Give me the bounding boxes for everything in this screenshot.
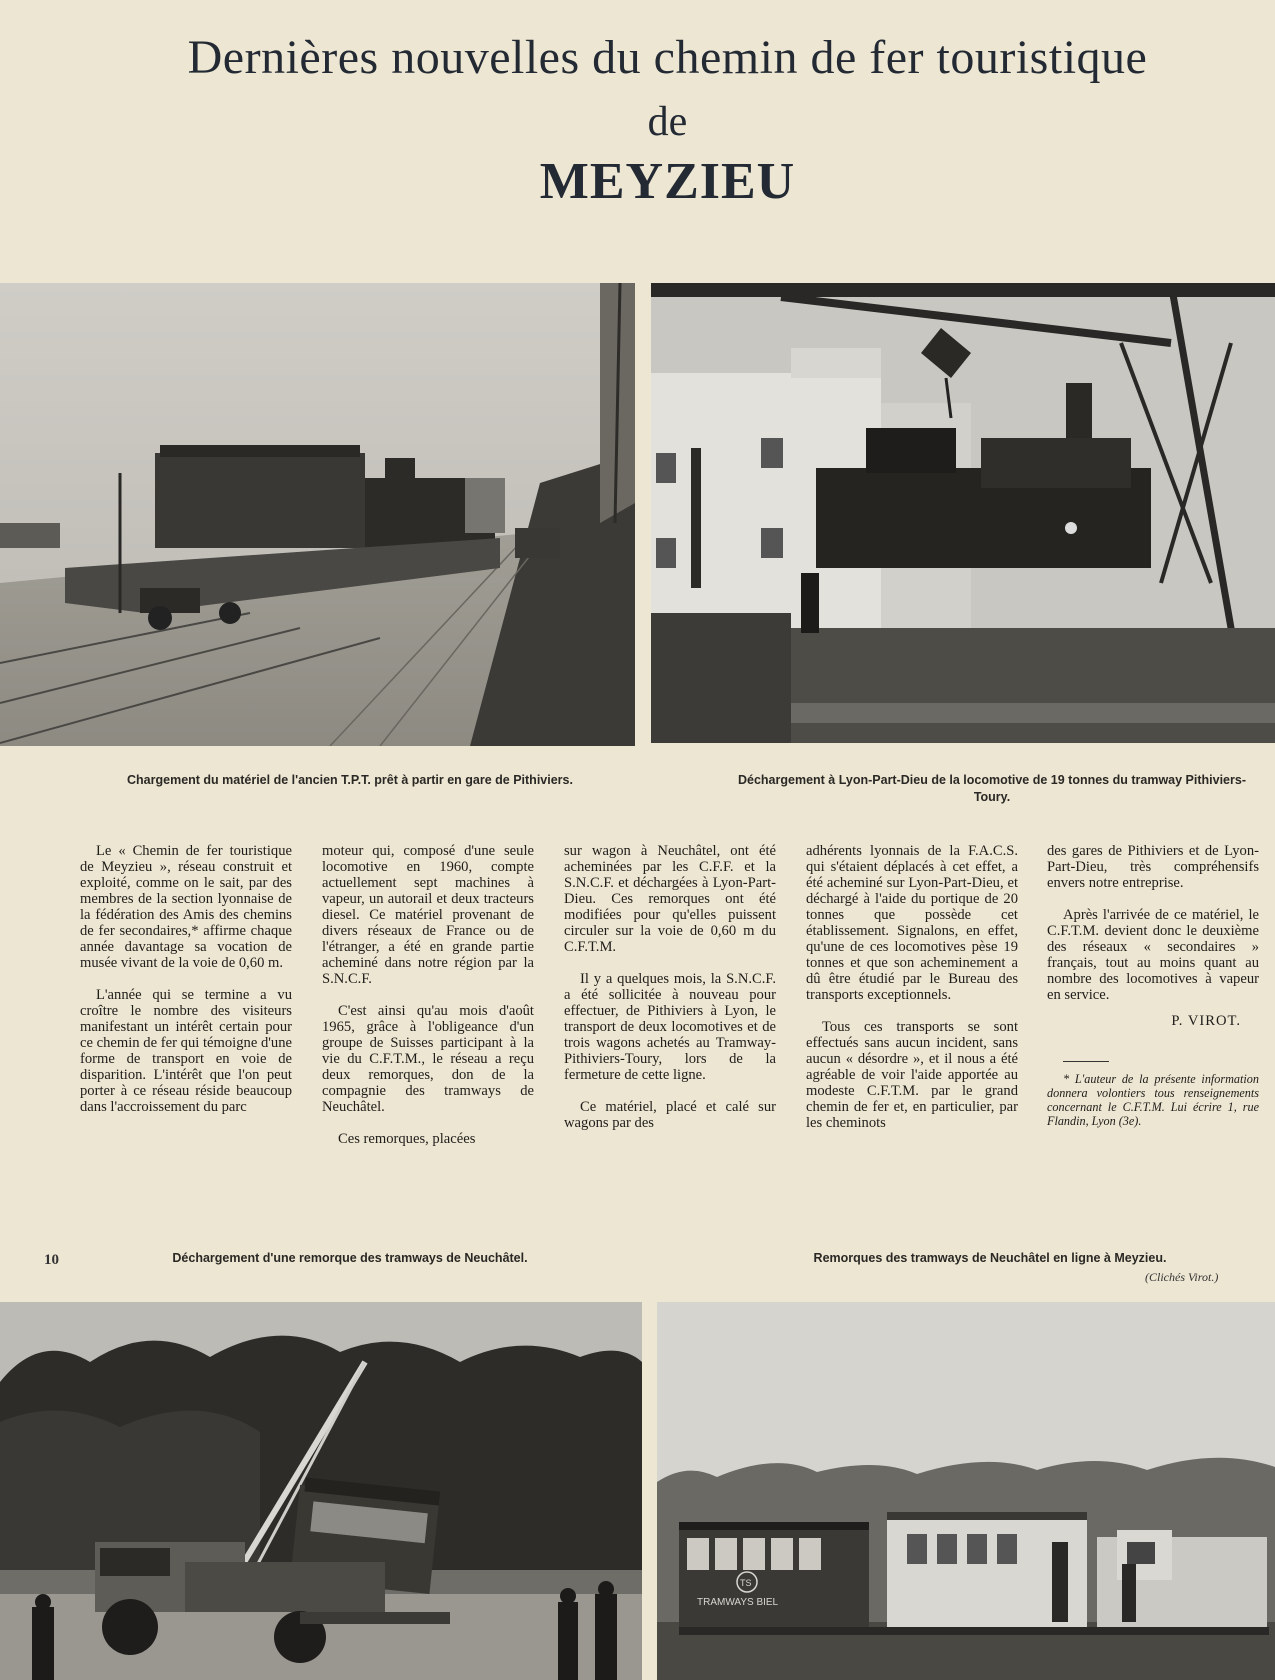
article-title-line-1: Dernières nouvelles du chemin de fer touristique: [187, 31, 1148, 84]
photo-3-caption: Déchargement d'une remorque des tramways de Neuchâtel.: [172, 1251, 528, 1265]
column-4: [806, 843, 1018, 1147]
paragraph: Ce matériel, placé et calé sur wagons par des: [564, 1099, 776, 1131]
paragraph: C'est ainsi qu'au mois d'août 1965, grâce à l'obligeance d'un groupe de Suisses participant à la vie du C.F.T.M., le réseau a reçu deux remorques, don de la compagnie des tramways de Neuchâtel.: [322, 1003, 534, 1115]
photo-trailers-in-line: [657, 1302, 1275, 1680]
paragraph: sur wagon à Neuchâtel, ont été acheminées par les C.F.F. et la S.N.C.F. et déchargées à Lyon-Part-Dieu. Ces remorques ont été modifiées pour qu'elles puissent circuler sur la voie de 0,60 m du C.F.T.M.: [564, 843, 776, 955]
tram-badge-text: TS: [740, 1578, 752, 1588]
paragraph: Il y a quelques mois, la S.N.C.F. a été sollicitée à nouveau pour effectuer, de Pithiviers à Lyon, le transport de deux locomotives et de trois wagons achetés au Tramway-Pithiviers-Toury, lors de la fermeture de cette ligne.: [564, 971, 776, 1083]
paragraph: L'année qui se termine a vu croître le nombre des visiteurs manifestant un intérêt certain pour ce chemin de fer qui témoigne d'une forme de transport en voie de disparition. L'intérêt que l'on peut porter à ce réseau réside beaucoup dans l'accroissement du parc: [80, 987, 292, 1115]
article-title-line-2: de: [647, 99, 688, 145]
photo-2-caption: Déchargement à Lyon-Part-Dieu de la locomotive de 19 tonnes du tramway Pithiviers-Toury.: [737, 773, 1246, 804]
tram-sign-text: TRAMWAYS BIEL: [697, 1597, 779, 1608]
column-5: [1047, 843, 1259, 1128]
paragraph: Tous ces transports se sont effectués sans aucun incident, sans aucun « désordre », et il nous a été agréable de voir l'aide apportée au modeste C.F.T.M. par le grand chemin de fer et, en particulier, par les cheminots: [806, 1019, 1018, 1131]
photo-unloading-trailer: [0, 1302, 642, 1680]
photo-credit: (Clichés Virot.): [1145, 1270, 1219, 1284]
paragraph: Le « Chemin de fer touristique de Meyzieu », réseau construit et exploité, comme on le sait, par des membres de la section lyonnaise de la fédération des Amis des chemins de fer secondaires,* affirme chaque année davantage sa vocation de musée vivant de la voie de 0,60 m.: [80, 843, 292, 971]
photo-unloading-locomotive: [651, 283, 1275, 743]
photo-loading-pithiviers: [0, 283, 635, 746]
paragraph: Ces remorques, placées: [338, 1131, 476, 1147]
paragraph: adhérents lyonnais de la F.A.C.S. qui s'étaient déplacés à cet effet, a été acheminé sur Lyon-Part-Dieu, et déchargé à l'aide du portique de 20 tonnes que possède cet établissement. Signalons, en effet, qu'une de ces locomotives pèse 19 tonnes et que son acheminement a dû être étudié par le Bureau des transports exceptionnels.: [806, 843, 1018, 1003]
column-3: [564, 843, 776, 1147]
author-signature: P. VIROT.: [1171, 1013, 1241, 1029]
photo-1-caption: Chargement du matériel de l'ancien T.P.T. prêt à partir en gare de Pithiviers.: [127, 773, 573, 787]
page-number: 10: [44, 1252, 59, 1268]
paragraph: Après l'arrivée de ce matériel, le C.F.T.M. devient donc le deuxième des réseaux « secondaires » français, tout au moins quant au nombre des locomotives à vapeur en service.: [1047, 907, 1259, 1003]
column-1: [80, 843, 292, 1131]
footnote: * L'auteur de la présente information donnera volontiers tous renseignements concernant le C.F.T.M. Lui écrire 1, rue Flandin, Lyon (3e).: [1047, 1072, 1259, 1128]
paragraph: des gares de Pithiviers et de Lyon-Part-Dieu, très compréhensifs envers notre entreprise.: [1047, 843, 1259, 891]
column-2: [322, 843, 534, 1163]
paragraph: moteur qui, composé d'une seule locomotive en 1960, compte actuellement sept machines à vapeur, un autorail et deux tracteurs diesel. Ce matériel provenant de divers réseaux de France ou de l'étranger, a été en grande partie acheminé dans notre région par la S.N.C.F.: [322, 843, 534, 987]
photo-4-caption: Remorques des tramways de Neuchâtel en ligne à Meyzieu.: [813, 1251, 1167, 1265]
footnote-divider: [1063, 1061, 1109, 1062]
article-title-line-3: MEYZIEU: [539, 153, 796, 210]
